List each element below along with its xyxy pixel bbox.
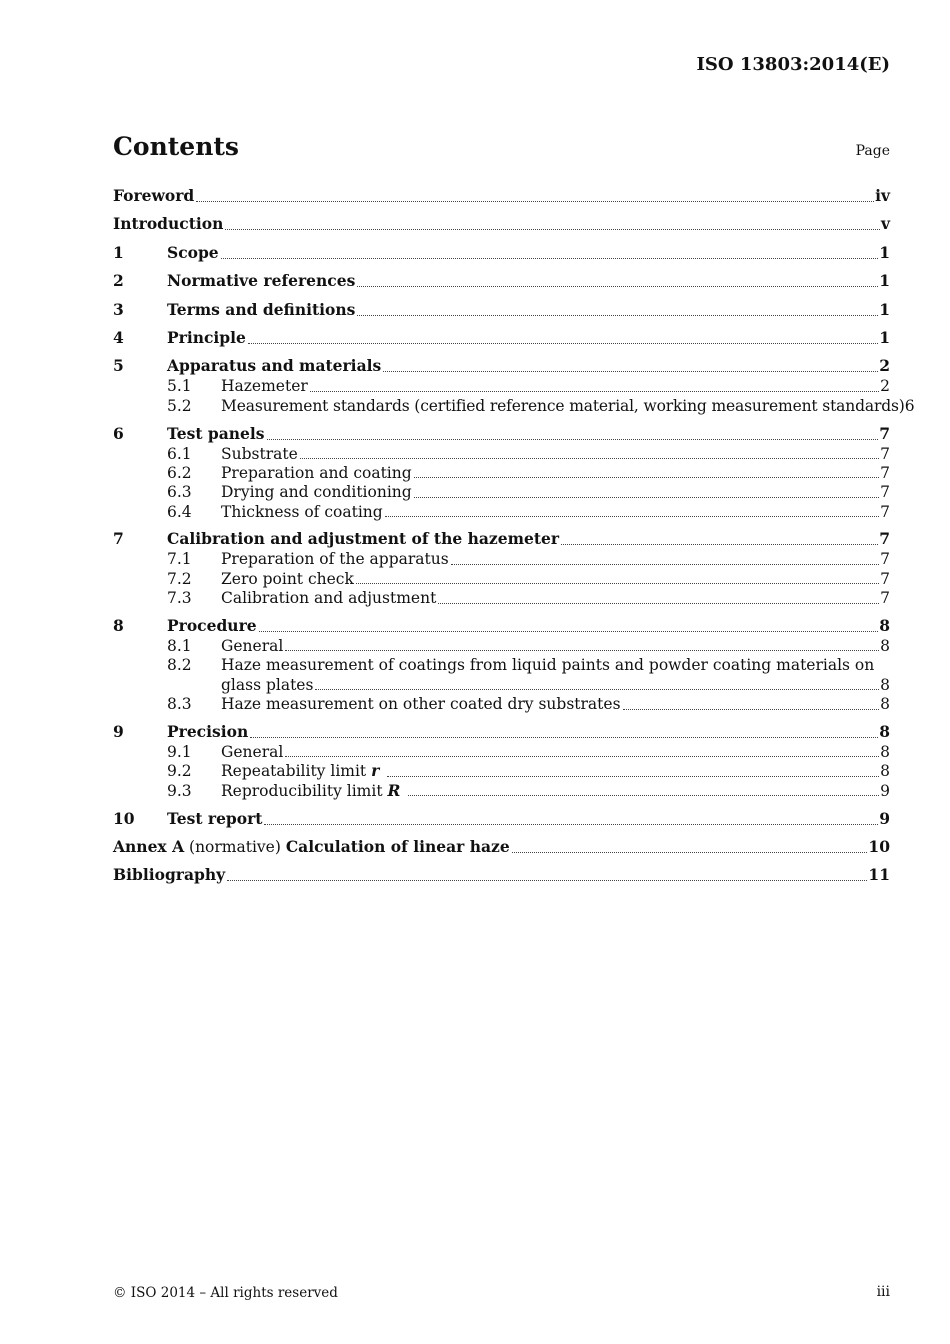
toc-entry-9-2[interactable] bbox=[113, 762, 890, 781]
toc-title: Foreword bbox=[113, 186, 195, 205]
toc-entry-8-2[interactable] bbox=[113, 656, 890, 675]
toc-entry-8-1[interactable] bbox=[113, 637, 890, 656]
toc-number: 3 bbox=[113, 299, 124, 319]
toc-page: 1 bbox=[879, 271, 890, 291]
toc-number: 5.1 bbox=[167, 377, 192, 396]
toc-title: Calibration and adjustment bbox=[221, 589, 437, 608]
contents-title: Contents bbox=[113, 132, 240, 161]
toc-entry-7-1[interactable] bbox=[113, 550, 890, 569]
toc-title: Precision bbox=[167, 721, 249, 741]
dot-leader bbox=[285, 650, 879, 651]
toc-number: 9.1 bbox=[167, 742, 192, 761]
dot-leader bbox=[227, 880, 867, 881]
toc-page: 9 bbox=[879, 808, 890, 828]
dot-leader bbox=[221, 258, 879, 259]
dot-leader bbox=[225, 229, 880, 230]
toc-number: 9.3 bbox=[167, 781, 192, 800]
annex-qualifier: (normative) bbox=[184, 837, 286, 856]
toc-title: Introduction bbox=[113, 214, 224, 234]
toc-page: 8 bbox=[879, 721, 890, 741]
toc-number: 7.2 bbox=[167, 569, 192, 588]
toc-number: 6.1 bbox=[167, 444, 192, 463]
page-number: iii bbox=[876, 1284, 890, 1300]
toc-page: 6 bbox=[904, 396, 915, 415]
toc-title: General bbox=[221, 742, 284, 761]
toc-title-text: Repeatability limit bbox=[221, 762, 372, 781]
toc-number: 7 bbox=[113, 529, 124, 549]
dot-leader bbox=[259, 631, 879, 632]
toc-title: Thickness of coating bbox=[221, 502, 383, 521]
copyright-notice: © ISO 2014 – All rights reserved bbox=[113, 1285, 338, 1301]
symbol-R: R bbox=[387, 780, 401, 800]
toc-entry-7[interactable] bbox=[113, 522, 890, 550]
toc-page: 7 bbox=[880, 550, 890, 569]
toc-title-text: Reproducibility limit bbox=[221, 781, 388, 800]
toc-title: Normative references bbox=[167, 271, 356, 291]
toc-title: Procedure bbox=[167, 616, 257, 636]
toc-page: 7 bbox=[879, 423, 890, 443]
toc-number: 6.2 bbox=[167, 463, 192, 482]
toc-number: 2 bbox=[113, 271, 124, 291]
dot-leader bbox=[300, 458, 879, 459]
toc-entry-introduction[interactable] bbox=[113, 207, 890, 235]
toc-title: Principle bbox=[167, 327, 246, 347]
toc-number: 6.3 bbox=[167, 483, 192, 502]
toc-entry-6[interactable] bbox=[113, 416, 890, 444]
toc-page: 10 bbox=[868, 836, 890, 856]
toc-page: 7 bbox=[880, 502, 890, 521]
dot-leader bbox=[414, 497, 879, 498]
toc-title: General bbox=[221, 637, 284, 656]
toc-entry-6-3[interactable] bbox=[113, 483, 890, 502]
toc-title: Apparatus and materials bbox=[167, 356, 382, 376]
dot-leader bbox=[248, 343, 878, 344]
toc-title: Preparation and coating bbox=[221, 463, 412, 482]
toc-entry-7-3[interactable] bbox=[113, 589, 890, 608]
toc-number: 9.2 bbox=[167, 762, 192, 781]
toc-title-line2: glass plates bbox=[221, 675, 314, 694]
toc-number: 7.3 bbox=[167, 589, 192, 608]
toc-page: 8 bbox=[879, 616, 890, 636]
toc-entry-6-4[interactable] bbox=[113, 503, 890, 522]
toc-title: Scope bbox=[167, 242, 219, 262]
toc-entry-5[interactable] bbox=[113, 349, 890, 377]
toc-page: 7 bbox=[880, 483, 890, 502]
toc-title: Hazemeter bbox=[221, 377, 308, 396]
dot-leader bbox=[383, 371, 878, 372]
toc-page: 1 bbox=[879, 299, 890, 319]
toc-number: 8 bbox=[113, 616, 124, 636]
toc-entry-8-3[interactable] bbox=[113, 695, 890, 714]
dot-leader bbox=[512, 852, 868, 853]
toc-entry-8-2-continued[interactable] bbox=[113, 676, 890, 695]
toc-page: 8 bbox=[880, 675, 890, 694]
toc-page: 2 bbox=[879, 356, 890, 376]
toc-title: Measurement standards (certified reference material, working measurement standards) bbox=[221, 396, 905, 415]
symbol-r: r bbox=[371, 761, 380, 781]
toc-entry-4[interactable] bbox=[113, 321, 890, 349]
dot-leader bbox=[310, 391, 879, 392]
annex-title: Calculation of linear haze bbox=[285, 836, 510, 856]
toc-title: Test report bbox=[167, 808, 263, 828]
toc-page: 7 bbox=[880, 463, 890, 482]
toc-number: 8.2 bbox=[167, 656, 192, 675]
toc-title: Haze measurement on other coated dry substrates bbox=[221, 695, 621, 714]
toc-page: v bbox=[880, 214, 890, 234]
toc-title bbox=[221, 781, 400, 801]
toc-title-line1: Haze measurement of coatings from liquid paints and powder coating materials on bbox=[221, 656, 875, 675]
dot-leader bbox=[356, 583, 879, 584]
toc-entry-annex-a[interactable] bbox=[113, 830, 890, 858]
toc-page: 2 bbox=[880, 377, 890, 396]
dot-leader bbox=[315, 689, 879, 690]
toc-page: 1 bbox=[879, 242, 890, 262]
dot-leader bbox=[357, 315, 878, 316]
toc-number: 6.4 bbox=[167, 502, 192, 521]
toc-entry-7-2[interactable] bbox=[113, 570, 890, 589]
toc-entry-6-2[interactable] bbox=[113, 464, 890, 483]
toc-title bbox=[113, 836, 510, 858]
dot-leader bbox=[250, 737, 878, 738]
toc-entry-1[interactable] bbox=[113, 235, 890, 263]
toc-page: 1 bbox=[879, 327, 890, 347]
toc-entry-9-1[interactable] bbox=[113, 743, 890, 762]
toc-number: 8.1 bbox=[167, 637, 192, 656]
toc-title: Preparation of the apparatus bbox=[221, 550, 449, 569]
toc-page: 7 bbox=[879, 529, 890, 549]
toc-title: Calibration and adjustment of the hazemeter bbox=[167, 529, 560, 549]
toc-number: 6 bbox=[113, 423, 124, 443]
toc-number: 10 bbox=[113, 808, 135, 828]
toc-number: 5 bbox=[113, 356, 124, 376]
toc-entry-8[interactable] bbox=[113, 609, 890, 637]
toc-page: 7 bbox=[880, 589, 890, 608]
dot-leader bbox=[414, 477, 879, 478]
toc-entry-foreword[interactable] bbox=[113, 185, 890, 207]
toc-title: Drying and conditioning bbox=[221, 483, 412, 502]
toc-title: Bibliography bbox=[113, 865, 226, 885]
toc-page: 9 bbox=[880, 781, 890, 800]
toc-page: 7 bbox=[880, 569, 890, 588]
toc-entry-6-1[interactable] bbox=[113, 445, 890, 464]
toc-number: 4 bbox=[113, 327, 124, 347]
toc-entry-3[interactable] bbox=[113, 292, 890, 320]
toc-page: 8 bbox=[880, 742, 890, 761]
toc-entry-9-3[interactable] bbox=[113, 782, 890, 801]
toc-entry-2[interactable] bbox=[113, 264, 890, 292]
toc-number: 5.2 bbox=[167, 396, 192, 415]
toc-title: Test panels bbox=[167, 423, 265, 443]
page-column-label: Page bbox=[855, 143, 890, 159]
toc-title bbox=[221, 761, 379, 781]
dot-leader bbox=[387, 776, 879, 777]
dot-leader bbox=[408, 795, 879, 796]
dot-leader bbox=[285, 756, 879, 757]
toc-page: 7 bbox=[880, 444, 890, 463]
toc-entry-5-2[interactable] bbox=[113, 396, 915, 416]
toc-page: 11 bbox=[868, 865, 890, 885]
toc-number: 8.3 bbox=[167, 695, 192, 714]
dot-leader bbox=[438, 603, 879, 604]
toc-number: 9 bbox=[113, 721, 124, 741]
toc-entry-5-1[interactable] bbox=[113, 377, 890, 396]
document-id: ISO 13803:2014(E) bbox=[696, 54, 890, 75]
toc-title: Terms and definitions bbox=[167, 299, 356, 319]
dot-leader bbox=[561, 544, 878, 545]
toc-entry-bibliography[interactable] bbox=[113, 858, 890, 886]
toc-page: 8 bbox=[880, 637, 890, 656]
toc-number: 1 bbox=[113, 242, 124, 262]
dot-leader bbox=[451, 564, 879, 565]
annex-label: Annex A bbox=[113, 836, 185, 856]
toc-title: Zero point check bbox=[221, 569, 354, 588]
toc-entry-9[interactable] bbox=[113, 715, 890, 743]
table-of-contents bbox=[113, 185, 915, 886]
toc-number: 7.1 bbox=[167, 550, 192, 569]
toc-page: iv bbox=[875, 186, 890, 205]
dot-leader bbox=[623, 709, 880, 710]
toc-page: 8 bbox=[880, 695, 890, 714]
toc-entry-10[interactable] bbox=[113, 801, 890, 829]
dot-leader bbox=[267, 439, 879, 440]
toc-page: 8 bbox=[880, 762, 890, 781]
dot-leader bbox=[264, 824, 878, 825]
dot-leader bbox=[196, 201, 874, 202]
dot-leader bbox=[385, 516, 879, 517]
dot-leader bbox=[357, 286, 878, 287]
toc-title: Substrate bbox=[221, 444, 298, 463]
